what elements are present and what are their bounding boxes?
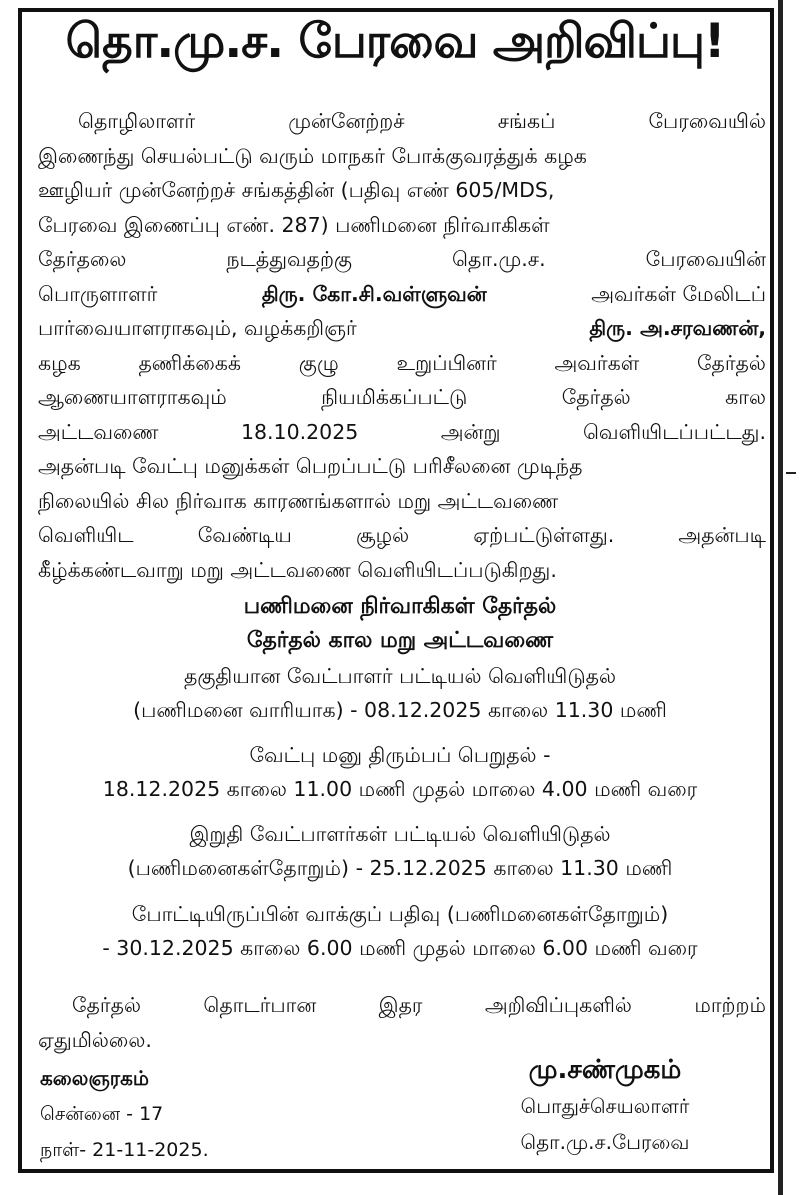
word: இதர <box>378 993 423 1017</box>
word: அதன்படி <box>678 523 766 547</box>
word: தொழிலாளர் <box>78 109 196 133</box>
word: அறிவிப்புகளில் <box>484 993 632 1017</box>
line-text: இணைந்து செயல்பட்டு வரும் மாநகர் போக்குவரத்துக் கழக <box>38 143 587 168</box>
paragraph-line <box>38 208 766 243</box>
paragraph-line <box>38 173 766 208</box>
footer-office: கலைஞரகம் <box>40 1066 150 1090</box>
paragraph-line <box>38 104 766 139</box>
word: பேரவையின் <box>645 247 766 271</box>
word: நியமிக்கப்பட்டு <box>321 385 468 409</box>
word: நடத்துவதற்கு <box>226 247 352 271</box>
notice-paragraph <box>38 104 766 587</box>
footer-date: நாள்- 21-11-2025. <box>40 1139 209 1161</box>
paragraph-line <box>38 449 766 484</box>
line-text: நிலையில் சில நிர்வாக காரணங்களால் மறு அட்டவணை <box>38 488 559 513</box>
word: தணிக்கைக் <box>138 350 242 375</box>
word: பார்வையாளராகவும், வழக்கறிஞர் <box>38 316 357 340</box>
paragraph-line <box>38 139 766 174</box>
paragraph-line <box>38 380 766 415</box>
word: அவர்கள் மேலிடப் <box>591 281 766 306</box>
word: தொ.மு.ச. <box>451 247 546 271</box>
footer-signatory <box>450 1052 760 1160</box>
paragraph-line <box>38 415 766 450</box>
footer-left <box>40 1060 209 1168</box>
advocate-name: திரு. அ.சரவணன், <box>589 316 766 340</box>
word: சூழல் <box>355 523 410 547</box>
word: குழு <box>298 350 339 375</box>
paragraph-line <box>38 484 766 519</box>
treasurer-name: திரு. கோ.சி.வள்ளுவன் <box>261 281 487 306</box>
word: தேர்தல் <box>561 385 631 409</box>
schedule-item-1-line1: தகுதியான வேட்பாளர் பட்டியல் வெளியிடுதல் <box>183 664 617 688</box>
paragraph-line <box>38 553 766 588</box>
word: வெளியிட <box>38 523 134 547</box>
word: அவர்கள் <box>554 350 640 375</box>
schedule-item-1-line2: (பணிமனை வாரியாக) - 08.12.2025 காலை 11.30 மணி <box>133 698 667 722</box>
paragraph-line <box>38 988 766 1023</box>
closing-paragraph <box>38 988 766 1057</box>
word: வெளியிடப்பட்டது. <box>582 419 766 444</box>
word: தேர்தலை <box>38 247 127 271</box>
line-text: அதன்படி வேட்பு மனுக்கள் பெறப்பட்டு பரிசீலனை முடிந்த <box>38 454 583 478</box>
word: ஆணையாளராகவும் <box>38 385 227 409</box>
signatory-role: பொதுச்செயலாளர் <box>520 1094 690 1118</box>
word: ஏற்பட்டுள்ளது. <box>473 523 615 547</box>
paragraph-line <box>38 242 766 277</box>
signatory-name: மு.சண்முகம் <box>528 1055 682 1085</box>
line-text: கீழ்க்கண்டவாறு மறு அட்டவணை வெளியிடப்படுகிறது. <box>38 557 557 582</box>
line-text: ஊழியர் முன்னேற்றச் சங்கத்தின் (பதிவு எண் 605/MDS, <box>38 178 555 202</box>
schedule-item-3-line2: (பணிமனைகள்தோறும்) - 25.12.2025 காலை 11.30 மணி <box>127 856 673 880</box>
word: கழக <box>38 350 81 375</box>
schedule-item-4-line1: போட்டியிருப்பின் வாக்குப் பதிவு (பணிமனைகள்தோறும்) <box>131 902 669 926</box>
word: வேண்டிய <box>197 523 292 547</box>
paragraph-line <box>38 518 766 553</box>
word: கால <box>725 385 766 409</box>
schedule-item-2-line2: 18.12.2025 காலை 11.00 மணி முதல் மாலை 4.00 மணி வரை <box>102 777 698 801</box>
paragraph-line <box>38 346 766 381</box>
schedule-item-2-line1: வேட்பு மனு திரும்பப் பெறுதல் - <box>249 743 551 767</box>
line-text: ஏதுமில்லை. <box>38 1027 152 1052</box>
page-edge-rule <box>778 0 783 1195</box>
schedule-item-3-line1: இறுதி வேட்பாளர்கள் பட்டியல் வெளியிடுதல் <box>189 822 611 846</box>
footer-city: சென்னை - 17 <box>40 1103 164 1125</box>
paragraph-line <box>38 277 766 312</box>
line-text: பேரவை இணைப்பு எண். 287) பணிமனை நிர்வாகிகள் <box>38 212 550 237</box>
word: பொருளாளர் <box>38 281 158 306</box>
word: முன்னேற்றச் <box>288 109 405 133</box>
word: சங்கப் <box>497 109 556 133</box>
schedule-item-4-line2: - 30.12.2025 காலை 6.00 மணி முதல் மாலை 6.00 மணி வரை <box>102 936 698 960</box>
word: தேர்தல் <box>696 350 766 375</box>
schedule-subheading: தேர்தல் கால மறு அட்டவணை <box>246 628 554 653</box>
word: பேரவையில் <box>648 109 766 133</box>
word: தொடர்பான <box>203 993 317 1017</box>
schedule-heading: பணிமனை நிர்வாகிகள் தேர்தல் <box>243 594 557 619</box>
notice-title: தொ.மு.ச. பேரவை அறிவிப்பு! <box>65 14 725 69</box>
word: தேர்தல் <box>72 993 141 1017</box>
signatory-org: தொ.மு.ச.பேரவை <box>520 1130 690 1154</box>
word: அன்று <box>440 419 501 444</box>
paragraph-line <box>38 311 766 346</box>
word: மாற்றம் <box>694 993 766 1017</box>
margin-tick <box>786 472 796 474</box>
word: 18.10.2025 <box>240 419 359 444</box>
word: அட்டவணை <box>38 419 159 444</box>
word: உறுப்பினர் <box>396 350 497 375</box>
